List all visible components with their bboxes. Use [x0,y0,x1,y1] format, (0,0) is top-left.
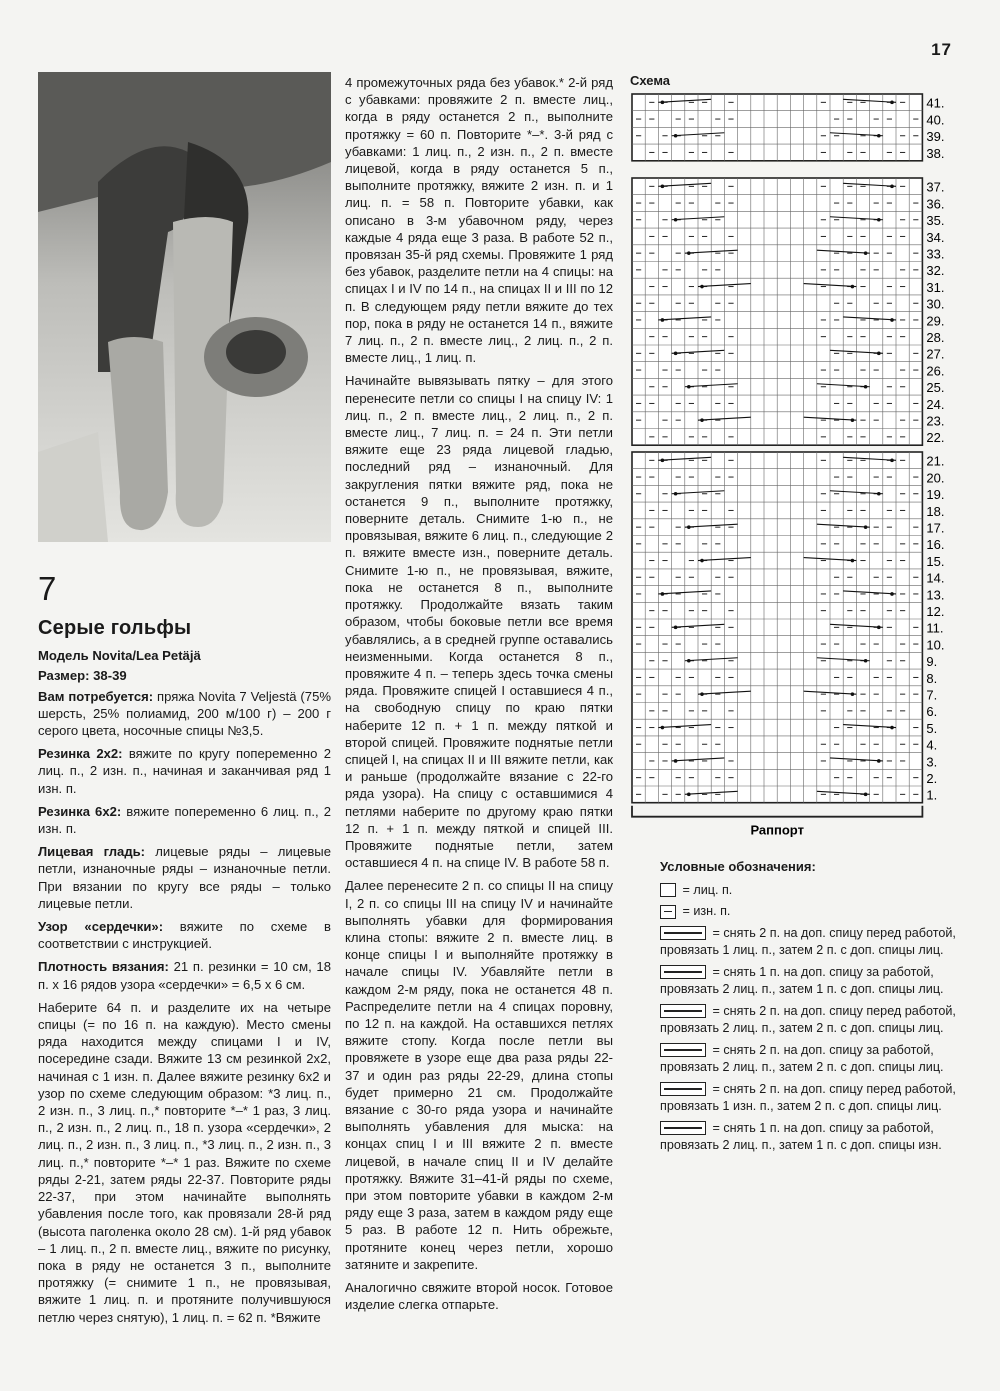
legend-item-text: = снять 1 п. на доп. спицу за работой, провязать 2 лиц. п., затем 1 п. с доп. спицы лиц. [660,964,944,996]
mid-block-cable-dot [864,251,868,255]
bottom-block-row-label: 6. [926,704,938,720]
dash-symbol-icon [660,905,676,919]
legend-item-text: = снять 2 п. на доп. спицу перед работой, провязать 2 лиц. п., затем 2 п. с доп. спицы лиц. [660,1003,956,1035]
mid-block-cable-dot [661,185,665,189]
left-paragraph [38,958,331,992]
left-paragraph-heading: Резинка 2x2: [38,746,123,762]
bottom-block-cable-dot [661,459,665,463]
bottom-block-cable-dot [877,626,881,630]
legend-items [660,882,960,1155]
bottom-block-row-label: 20. [926,470,945,486]
bottom-block-row-label: 10. [926,637,945,653]
bottom-block-cable-dot [851,692,855,696]
bottom-block-cable-dot [661,592,665,596]
mid-block-cable-dot [661,318,665,322]
bottom-block-row-label: 14. [926,570,945,586]
top-block-cable-dot [674,134,678,138]
chart-svg [628,92,958,838]
mid-paragraph-text: 4 промежуточных ряда без убавок.* 2-й ряд с убавками: провяжите 2 п. вместе лиц., когда в ряду останется 2 п., выполните протяжку = 60 п. Повторите *–*. 3-й ряд с убавками: 1 лиц. п., 2 изн. п., 2 п. вместе лицевой, когда в ряду останется 5 п., выполните протяжку, вяжите 2 изн. п. и 1 лиц. п. = 58 п. Повторите убавки, как описано в 3-м убавочном ряду, через каждые 4 ряда еще 3 раза. В работе 52 п., провязан 35-й ряд схемы. Провяжите 1 ряд без убавок, разделите петли на 4 спицы: на спицах I и IV по 14 п., на спицах II и III по 12 п. В следующем ряду петли вяжите до тех пор, пока в ряду не останется 14 п., вяжите 7 лиц. п., 2 п. вместе лиц., 2 лиц. п., 2 п. вместе лиц., 1 лиц. п. [345,75,613,366]
mid-block-cable-dot [864,385,868,389]
left-text-column [38,617,331,1332]
top-block-row-label: 39. [926,129,945,145]
left-paragraph-text: пряжа Novita 7 Veljestä (75% шерсть, 25% полиамид, 200 м/100 г) – 200 г серого цвета, носочные спицы №3,5. [38,688,331,739]
mid-block-cable-dot [877,352,881,356]
mid-block-row-label: 26. [926,363,945,379]
bottom-block-row-label: 8. [926,670,938,686]
left-paragraph-text: вяжите по кругу попеременно 2 лиц. п., 2 изн. п., начиная и заканчивая ряд 1 изн. п. [38,746,331,796]
bottom-block-cable-dot [851,559,855,563]
legend-item-text: = снять 2 п. на доп. спицу перед работой, провязать 1 изн. п., затем 2 п. с доп. спицы лиц. [660,1081,956,1113]
bottom-block-cable-dot [687,659,691,663]
top-block-row-label: 41. [926,95,945,111]
legend-item [660,1003,960,1038]
top-block-row-label: 38. [926,145,945,161]
bottom-block-row-label: 7. [926,687,938,703]
pattern-number: 7 [38,570,57,607]
left-paragraphs [38,647,331,1326]
bottom-block-cable-dot [890,459,894,463]
legend-title: Условные обозначения: [660,859,816,874]
legend-item [660,1120,960,1155]
page-title: Серые гольфы [38,617,192,639]
mid-paragraph [345,372,613,871]
page-number: 17 [931,40,952,59]
top-block-cable-dot [890,101,894,105]
mid-block-row-label: 27. [926,346,945,362]
mid-block-row-label: 29. [926,313,945,329]
mid-block-row-label: 36. [926,196,945,212]
left-paragraph-heading: Размер: 38-39 [38,668,127,684]
legend-item [660,882,960,900]
bottom-block-cable-dot [687,793,691,797]
left-paragraph-heading: Плотность вязания: [38,959,169,975]
mid-block-row-label: 30. [926,296,945,312]
mid-block-cable-dot [851,418,855,422]
repeat-label: Раппорт [750,822,804,838]
left-paragraph-heading: Модель Novita/Lea Petäjä [38,648,201,664]
bottom-block-row-label: 19. [926,487,945,503]
bottom-block-row-label: 9. [926,654,938,670]
mid-block-row-label: 25. [926,380,945,396]
legend-item [660,1081,960,1116]
left-cross-2-2-symbol-icon [660,926,706,940]
middle-text-column [345,74,613,1319]
mid-block-row-label: 28. [926,330,945,345]
mid-block-row-label: 32. [926,263,945,279]
left-paragraph-text: вяжите по схеме в соответствии с инструкцией. [38,919,331,952]
left-paragraph [38,647,331,664]
bottom-block-cable-dot [674,759,678,763]
mid-block-row-label: 37. [926,179,945,195]
mid-block-row-label: 22. [926,430,945,446]
left-paragraph [38,999,331,1326]
left-paragraph [38,803,331,837]
legend-item-text: = снять 2 п. на доп. спицу за работой, провязать 2 лиц. п., затем 2 п. с доп. спицы лиц. [660,1042,944,1074]
mid-block-cable-dot [851,285,855,289]
mid-block-cable-dot [687,385,691,389]
left-paragraph-text: вяжите попеременно 6 лиц. п., 2 изн. п. [38,803,331,837]
bottom-block-row-label: 12. [926,604,945,619]
right-cross-dot-symbol-icon [660,1121,706,1135]
mid-paragraph-text: Далее перенесите 2 п. со спицы II на спицу I, 2 п. со спицы III на спицу IV и начинайте выполнять убавки для формирования клина стопы: вяжите 2 п. вместе лиц. в конце спицы I и выполняйте протяжку в начале спицы IV. Убавляйте петли в каждом 2-м ряду, пока не останется 48 п. Распределите петли на 4 спицах поровну, по 12 п. на каждой. На оставшихся петлях вяжите стопу. Когда после петли вы провяжете в узоре еще два раза ряды 22-37 и один раз ряды 22-29, длина стопы будет примерно 21 см. Продолжайте вязание с 30-го ряда узора и начинайте выполнять убавления для мыска: на концах спиц I и III вяжите 2 п. вместе лицевой, в начале спиц II и IV делайте протяжку. Вяжите 31–41-й ряды по схеме, при этом повторите убавки в каждом 2-м ряду еще 3 раза, затем в каждом ряду еще 5 раз. В работе 12 п. Нить обрежьте, протяните конец через петли, хорошо затяните и закрепите. [345,878,613,1272]
mid-block-cable-dot [890,318,894,322]
legend-item-text: = лиц. п. [679,882,733,897]
repeat-bracket [632,806,922,817]
socks-photo [38,72,331,542]
legend-item [660,903,960,921]
left-paragraph-heading: Лицевая гладь: [38,844,146,860]
bottom-block-row-label: 1. [926,787,938,803]
legend [660,858,960,1159]
bottom-block-row-label: 3. [926,754,938,770]
top-block-cable-dot [877,134,881,138]
left-paragraph-text: 21 п. резинки = 10 см, 18 п. х 16 рядов узора «сердечки» = 6,5 х 6 см. [38,959,331,992]
mid-paragraph [345,1279,613,1313]
mid-block-cable-dot [890,185,894,189]
left-paragraph-heading: Резинка 6x2: [38,803,122,819]
bottom-block-row-label: 4. [926,737,938,753]
bottom-block-cable-dot [700,559,704,563]
empty-symbol-icon [660,883,676,897]
mid-paragraph-text: Аналогично свяжите второй носок. Готовое изделие слегка отпарьте. [345,1280,613,1313]
bottom-block-cable-dot [674,626,678,630]
legend-item-text: = снять 1 п. на доп. спицу за работой, провязать 2 лиц. п., затем 1 п. с доп. спицы изн. [660,1120,942,1152]
bottom-block-row-label: 11. [926,620,944,636]
top-block-cable-dot [661,101,665,105]
schema-title: Схема [630,73,671,88]
bottom-block-cable-dot [877,759,881,763]
mid-block-cable-dot [877,218,881,222]
left-paragraph-heading: Узор «сердечки»: [38,919,164,935]
bottom-block-cable-dot [890,592,894,596]
bottom-block-cable-dot [661,726,665,730]
bottom-block-row-label: 13. [926,587,945,603]
left-paragraph [38,843,331,912]
legend-item [660,925,960,960]
photo-illustration [38,72,331,542]
legend-item [660,1042,960,1077]
right-cross-2-1-symbol-icon [660,965,706,979]
mid-block-cable-dot [687,251,691,255]
bottom-block-row-label: 21. [926,453,945,469]
left-paragraph-text: лицевые ряды – лицевые петли, изнаночные ряды – изнаночные петли. При вязании по кругу все ряды – только лицевые петли. [38,844,331,911]
left-paragraph [38,688,331,740]
top-block-row-label: 40. [926,112,945,128]
bottom-block-row-label: 18. [926,503,945,519]
left-paragraph-text: Наберите 64 п. и разделите их на четыре спицы (= по 16 п. на каждую). Место смены ряда находится между спицами I и IV, посередине сзади. Вяжите 13 см резинкой 2x2, начиная с 1 изн. п. Далее вяжите резинку 6x2 и узор по схеме следующим образом: *3 лиц. п., 2 изн. п., 3 лиц. п.,* повторите *–* 1 раз, 3 лиц. п., 2 изн. п., 2 лиц. п., 18 п. узора «сердечки», 2 лиц. п., 2 изн. п., 3 лиц. п., *3 лиц. п., 2 изн. п., 3 лиц. п.,* повторите *–* 1 раз. Вяжите по схеме ряды 2-21, затем ряды 22-37. Повторите ряды 22-37, при этом начинайте выполнять убавления после того, как провязали 28-й ряд (высота паголенка около 28 см). 1-й ряд убавок – 1 лиц. п., 2 п. вместе лиц., вяжите по рисунку, пока в ряду не останется 3 п., выполните протяжку (= снимите 1 п., не провязывая, вяжите 1 лиц. п. и протяните получившуюся петлю через снятую), 1 лиц. п. = 62 п. *Вяжите [38,999,331,1325]
right-cross-2-2-symbol-icon [660,1043,706,1057]
knitting-chart [628,92,958,838]
legend-item-text: = снять 2 п. на доп. спицу перед работой, провязать 1 лиц. п., затем 2 п. с доп. спицы лиц. [660,925,956,957]
bottom-block-cable-dot [864,793,868,797]
bottom-block-cable-dot [864,525,868,529]
bottom-block-cable-dot [700,692,704,696]
left-paragraph [38,745,331,797]
left-paragraph-heading: Вам потребуется: [38,688,154,704]
legend-item [660,964,960,999]
left-cross-dot-symbol-icon [660,1082,706,1096]
mid-block-row-label: 34. [926,229,945,245]
bottom-block-cable-dot [674,492,678,496]
middle-paragraphs [345,74,613,1313]
mid-block-row-label: 23. [926,413,945,429]
mid-paragraph [345,877,613,1273]
bottom-block-row-label: 5. [926,720,938,736]
bottom-block-row-label: 17. [926,520,945,536]
mid-block-cable-dot [700,418,704,422]
mid-paragraph [345,74,613,366]
left-paragraph [38,667,331,684]
mid-block-cable-dot [674,352,678,356]
bottom-block-row-label: 15. [926,553,945,569]
bottom-block-row-label: 16. [926,537,945,553]
left-cross-2-2b-symbol-icon [660,1004,706,1018]
bottom-block-cable-dot [877,492,881,496]
bottom-block-cable-dot [890,726,894,730]
bottom-block-cable-dot [864,659,868,663]
mid-block-row-label: 33. [926,246,945,262]
bottom-block-row-label: 2. [926,771,938,786]
mid-block-cable-dot [674,218,678,222]
mid-paragraph-text: Начинайте вывязывать пятку – для этого перенесите петли со спицы I на спицу IV: 1 лиц. п., 2 п. вместе лиц., 2 лиц. п., 2 п. вместе лиц., 7 лиц. п. = 24 п. Эти петли вяжите еще 23 ряда лицевой гладью, последний ряд – изнаночный. Для закругления пятки вяжите ряд, пока не останется 9 п., выполните протяжку, поверните деталь. Снимите 1-ю п., не провязывая, вяжите 6 лиц. п., следующие 2 п. вяжите вместе изн., поверните деталь. Снимите 1-ю п., не провязывая, вяжите, пока не останется 8 п., выполните протяжку. Продолжайте вязать таким образом, чтобы боковые петли все время убавлялись, а в средней группе оставались неизменными. Когда останется 8 п., провяжите 4 п. – теперь здесь точка смены ряда. Провяжите спицей I оставшиеся 4 п., на свободную спицу по краю пятки наберите 12 п. + 1 п. между пяткой и второй спицей. Провяжите поднятые петли спицей I, на спицах II и III вяжите петли, как и раньше (продолжайте вязание с 22-го ряда узора). На спицу с оставшимися 4 петлями наберите по другому краю пятки 12 п. + 1 п. между пяткой и спицей III. Провяжите поднятые петли, затем оставшиеся 4 п. на спице IV. В работе 58 п. [345,373,613,871]
mid-block-row-label: 31. [926,279,945,295]
mid-block-cable-dot [700,285,704,289]
left-paragraph [38,918,331,952]
mid-block-row-label: 35. [926,213,945,229]
mid-block-row-label: 24. [926,396,945,412]
bottom-block-cable-dot [687,525,691,529]
legend-item-text: = изн. п. [679,904,731,918]
